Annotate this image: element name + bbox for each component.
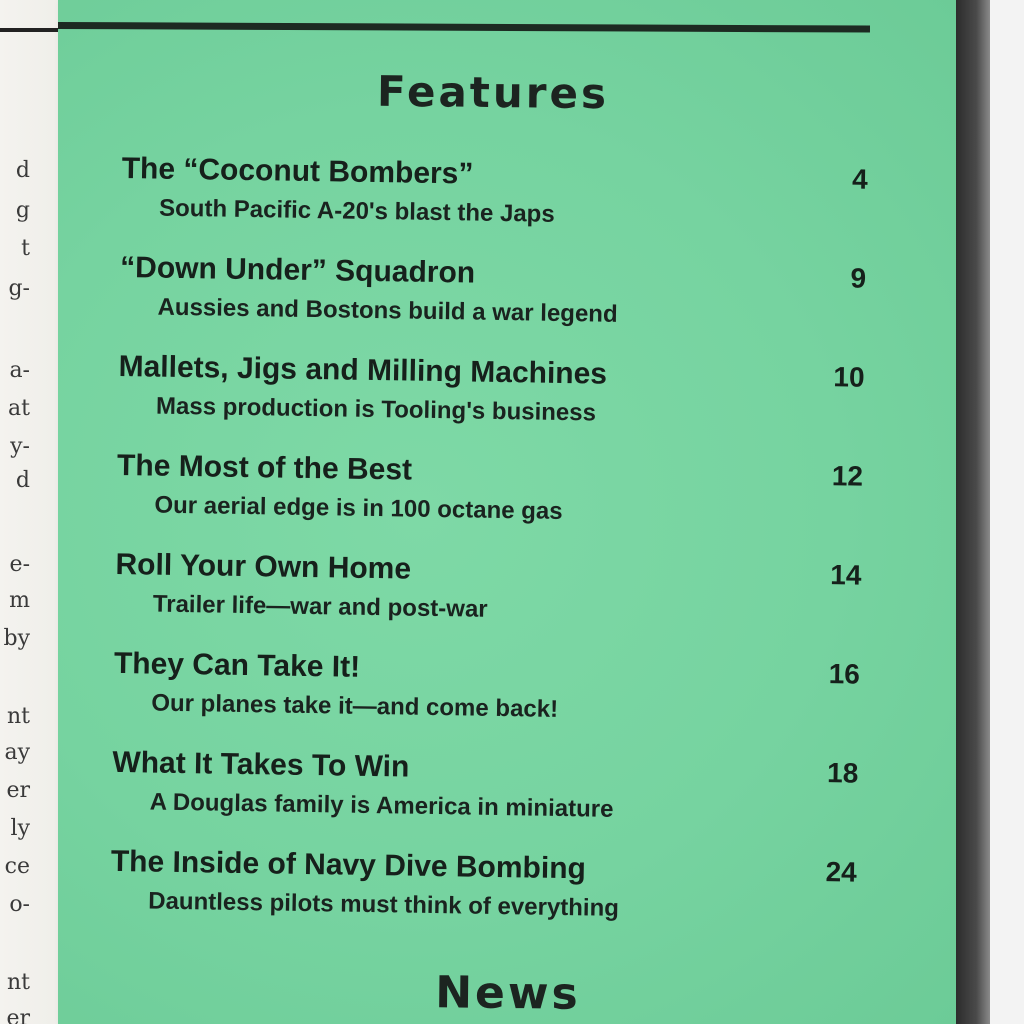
left-column-fragment: ce <box>4 854 30 879</box>
left-column-fragment: nt <box>6 970 30 995</box>
feature-subtitle: Our planes take it—and come back! <box>151 689 559 723</box>
feature-subtitle: South Pacific A-20's blast the Japs <box>158 194 555 228</box>
feature-entry[interactable] <box>111 746 882 857</box>
feature-page-number: 18 <box>826 757 859 789</box>
left-column-fragment: d <box>15 158 30 183</box>
feature-page-number: 4 <box>851 163 868 195</box>
feature-page-number: 16 <box>828 658 861 690</box>
left-column-fragment: o- <box>9 892 30 917</box>
feature-entry[interactable] <box>117 350 888 461</box>
features-list <box>110 152 892 956</box>
feature-title: What It Takes To Win <box>112 745 410 784</box>
feature-page-number: 10 <box>833 361 865 393</box>
feature-title: Roll Your Own Home <box>115 547 412 586</box>
left-column-fragment: e- <box>9 552 30 577</box>
left-page-rule <box>0 28 60 32</box>
feature-title: The Inside of Navy Dive Bombing <box>110 844 587 886</box>
feature-entry[interactable] <box>119 251 890 362</box>
left-column-fragment: t <box>21 236 30 261</box>
top-rule <box>58 22 870 33</box>
contents-panel <box>58 0 958 1024</box>
feature-entry[interactable] <box>114 548 885 659</box>
binding-shadow <box>956 0 990 1024</box>
news-heading: News <box>434 967 582 1020</box>
left-column-fragment: ly <box>10 816 30 841</box>
feature-subtitle: A Douglas family is America in miniature <box>149 788 614 823</box>
feature-entry[interactable] <box>110 845 881 956</box>
feature-entry[interactable] <box>120 152 891 263</box>
feature-page-number: 12 <box>831 460 864 492</box>
left-column-fragment: nt <box>6 704 30 729</box>
feature-subtitle: Mass production is Tooling's business <box>155 392 597 427</box>
feature-entry[interactable] <box>113 647 884 758</box>
feature-page-number: 14 <box>830 559 862 591</box>
left-column-fragment: er <box>6 1006 30 1024</box>
left-column-fragment: g <box>15 198 30 223</box>
left-column-fragment: a- <box>9 358 30 383</box>
feature-subtitle: Our aerial edge is in 100 octane gas <box>154 491 563 525</box>
left-column-fragment: g- <box>8 276 30 301</box>
feature-entry[interactable] <box>116 449 887 560</box>
left-column-fragment: m <box>9 588 30 613</box>
feature-subtitle: Aussies and Bostons build a war legend <box>157 293 618 328</box>
feature-page-number: 24 <box>825 856 858 888</box>
feature-subtitle: Dauntless pilots must think of everything <box>148 887 620 922</box>
left-column-fragment: er <box>6 778 30 803</box>
left-column-fragment: at <box>8 396 30 421</box>
features-heading: Features <box>376 66 610 119</box>
feature-subtitle: Trailer life—war and post-war <box>152 590 488 623</box>
feature-title: The “Coconut Bombers” <box>121 152 474 191</box>
left-column-fragment: ay <box>4 740 30 765</box>
left-column-fragment: by <box>3 626 30 651</box>
left-column-fragment: d <box>15 468 30 493</box>
left-column-fragment: y- <box>10 434 30 459</box>
feature-page-number: 9 <box>850 262 867 294</box>
feature-title: “Down Under” Squadron <box>119 250 476 290</box>
feature-title: The Most of the Best <box>116 448 413 487</box>
feature-title: Mallets, Jigs and Milling Machines <box>118 349 608 391</box>
feature-title: They Can Take It! <box>113 646 361 684</box>
right-page-edge <box>990 0 1024 1024</box>
